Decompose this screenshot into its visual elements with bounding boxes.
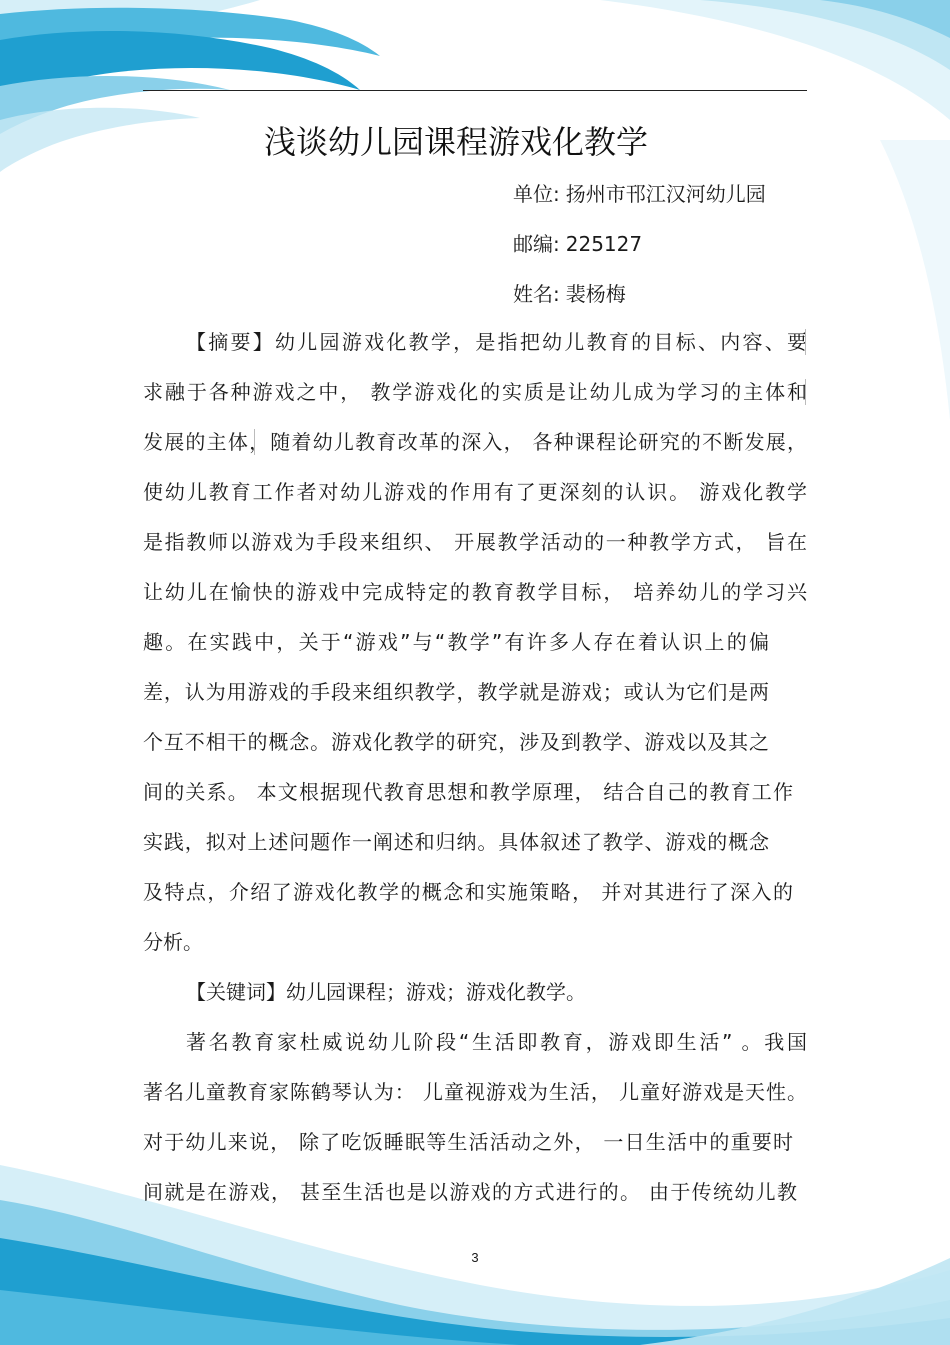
abstract-line: 是指教师以游戏为手段来组织、 开展教学活动的一种教学方式， 旨在: [143, 530, 807, 554]
abstract-line: 使幼儿教育工作者对幼儿游戏的作用有了更深刻的认识。 游戏化教学: [143, 480, 807, 504]
abstract-line: 【摘要】幼儿园游戏化教学，是指把幼儿教育的目标、内容、要: [186, 330, 807, 354]
body-line: 对于幼儿来说， 除了吃饭睡眠等生活活动之外， 一日生活中的重要时: [143, 1130, 793, 1154]
margin-mark: [805, 379, 806, 405]
author-zip: [513, 230, 642, 258]
body-line: 著名教育家杜威说幼儿阶段“生活即教育，游戏即生活” 。我国: [186, 1030, 807, 1054]
zip-value: 225127: [565, 232, 643, 256]
author-unit: [513, 180, 766, 208]
name-label: 姓名:: [513, 282, 560, 306]
keywords-line: 【关键词】幼儿园课程；游戏；游戏化教学。: [186, 980, 586, 1004]
unit-label: 单位:: [513, 182, 560, 206]
margin-mark: [254, 429, 255, 455]
document-title: 浅谈幼儿园课程游戏化教学: [264, 123, 649, 161]
abstract-line: 求融于各种游戏之中， 教学游戏化的实质是让幼儿成为学习的主体和: [143, 380, 807, 404]
body-line: 著名儿童教育家陈鹤琴认为： 儿童视游戏为生活， 儿童好游戏是天性。: [143, 1080, 807, 1104]
abstract-line: 趣。在实践中，关于“游戏”与“教学”有许多人存在着认识上的偏: [143, 630, 769, 654]
abstract-line: 发展的主体，随着幼儿教育改革的深入， 各种课程论研究的不断发展，: [143, 430, 807, 454]
abstract-line: 分析。: [143, 930, 203, 954]
body-line: 间就是在游戏， 甚至生活也是以游戏的方式进行的。 由于传统幼儿教: [143, 1180, 797, 1204]
header-rule: [143, 90, 807, 91]
author-name: [513, 280, 626, 308]
margin-mark: [805, 329, 806, 355]
abstract-line: 实践，拟对上述问题作一阐述和归纳。具体叙述了教学、游戏的概念: [143, 830, 769, 854]
abstract-line: 间的关系。 本文根据现代教育思想和教学原理， 结合自己的教育工作: [143, 780, 793, 804]
page-number: 3: [471, 1250, 479, 1265]
abstract-line: 及特点，介绍了游戏化教学的概念和实施策略， 并对其进行了深入的: [143, 880, 793, 904]
zip-label: 邮编:: [513, 232, 560, 256]
unit-value: 扬州市邗江汉河幼儿园: [565, 182, 766, 206]
abstract-line: 差，认为用游戏的手段来组织教学，教学就是游戏；或认为它们是两: [143, 680, 769, 704]
name-value: 裴杨梅: [565, 282, 626, 306]
abstract-line: 个互不相干的概念。游戏化教学的研究，涉及到教学、游戏以及其之: [143, 730, 769, 754]
abstract-line: 让幼儿在愉快的游戏中完成特定的教育教学目标， 培养幼儿的学习兴: [143, 580, 807, 604]
